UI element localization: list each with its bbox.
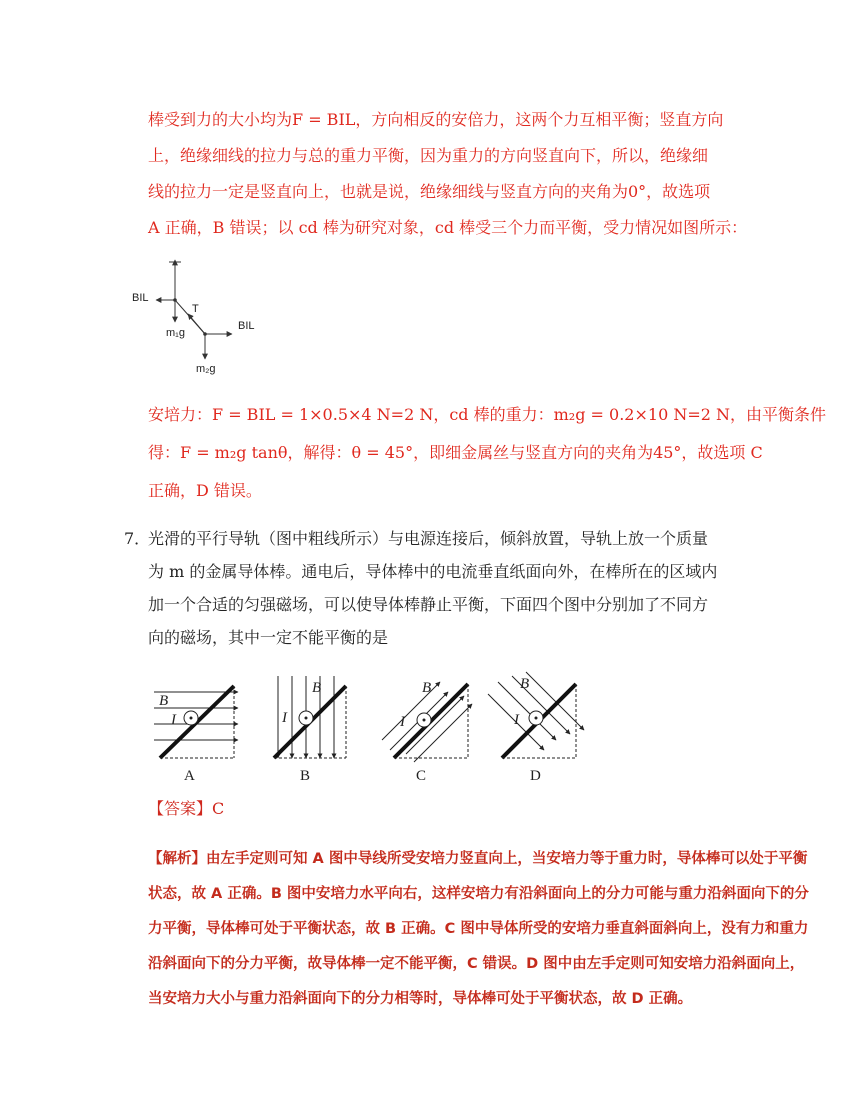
solution-line: 安培力：F = BIL = 1×0.5×4 N=2 N，cd 棒的重力：m₂g = 0.2×10 N=2 N，由平衡条件 xyxy=(148,405,827,424)
panel-c xyxy=(382,680,472,784)
analysis xyxy=(148,842,818,1017)
panel-label-d: D xyxy=(530,768,541,784)
label-tension: T xyxy=(192,303,199,315)
analysis-line: 沿斜面向下的分力平衡，故导体棒一定不能平衡，C 错误。D 图中由左手定则可知安培力沿斜面向上， xyxy=(148,956,805,972)
question-line: 为 m 的金属导体棒。通电后，导体棒中的电流垂直纸面向外，在棒所在的区域内 xyxy=(148,562,718,581)
field-label: B xyxy=(312,680,322,696)
question-line: 光滑的平行导轨（图中粗线所示）与电源连接后，倾斜放置，导轨上放一个质量 xyxy=(148,529,709,548)
force-diagram xyxy=(128,256,268,376)
label-bil-right: BIL xyxy=(238,320,255,332)
rod-ab-dot xyxy=(173,298,177,302)
current-label: I xyxy=(514,712,519,728)
panel-d xyxy=(488,672,584,784)
solution-line: 得：F = m₂g tanθ，解得：θ = 45°，即细金属丝与竖直方向的夹角为45°，故选项 C xyxy=(148,443,763,462)
tension-arrow xyxy=(188,314,205,334)
question-7 xyxy=(124,522,724,654)
panel-b xyxy=(274,676,346,784)
solution-line: 棒受到力的大小均为F = BIL，方向相反的安倍力，这两个力互相平衡；竖直方向 xyxy=(148,110,724,129)
question-line: 向的磁场，其中一定不能平衡的是 xyxy=(148,628,389,647)
rod-cd-dot xyxy=(203,332,207,336)
question-line: 加一个合适的匀强磁场，可以使导体棒静止平衡，下面四个图中分别加了不同方 xyxy=(148,595,709,614)
answer: 【答案】C xyxy=(148,799,225,818)
solution-line: 正确，D 错误。 xyxy=(148,481,262,500)
field-label: B xyxy=(520,676,530,692)
panel-label-c: C xyxy=(416,768,427,784)
solution-line: A 正确，B 错误；以 cd 棒为研究对象，cd 棒受三个力而平衡，受力情况如图所示： xyxy=(148,218,748,237)
analysis-line: 当安培力大小与重力沿斜面向下的分力相等时，导体棒可处于平衡状态，故 D 正确。 xyxy=(148,991,693,1007)
current-label: I xyxy=(282,710,287,726)
panel-label-a: A xyxy=(184,768,195,784)
solution-line: 线的拉力一定是竖直向上，也就是说，绝缘细线与竖直方向的夹角为0°，故选项 xyxy=(148,182,711,201)
analysis-line: 力平衡，导体棒可处于平衡状态，故 B 正确。C 图中导体所受的安培力垂直斜面斜向上，没有力和重力 xyxy=(148,921,809,937)
solution-line: 上，绝缘细线的拉力与总的重力平衡，因为重力的方向竖直向下，所以，绝缘细 xyxy=(148,146,709,165)
panel-label-b: B xyxy=(300,768,311,784)
field-label: B xyxy=(422,680,432,696)
label-m1g: m₁g xyxy=(166,327,185,339)
question-number: 7． xyxy=(124,529,151,548)
label-m2g: m₂g xyxy=(196,363,216,375)
solution-bottom xyxy=(148,396,827,510)
solution-top xyxy=(148,102,748,246)
options-figure xyxy=(146,668,718,786)
analysis-line: 【解析】由左手定则可知 A 图中导线所受安培力竖直向上，当安培力等于重力时，导体棒可以处于平衡 xyxy=(148,851,808,867)
current-label: I xyxy=(171,712,176,728)
label-bil-left: BIL xyxy=(132,292,149,304)
panel-a xyxy=(154,686,238,784)
field-label: B xyxy=(159,693,169,709)
analysis-line: 状态，故 A 正确。B 图中安培力水平向右，这样安培力有沿斜面向上的分力可能与重力沿斜面向下的分 xyxy=(148,886,809,902)
current-label: I xyxy=(400,714,405,730)
